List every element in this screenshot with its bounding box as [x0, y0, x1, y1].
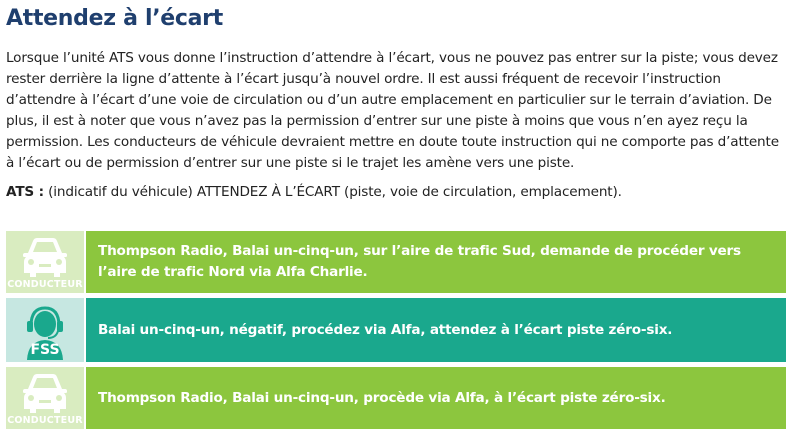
driver-icon-box	[6, 367, 84, 429]
dialogue-text: Thompson Radio, Balai un-cinq-un, procède via Alfa, à l’écart piste zéro-six.	[86, 367, 786, 429]
ats-label: ATS :	[6, 184, 44, 200]
dialogue-row-driver-2	[6, 367, 786, 429]
dialogue-text: Thompson Radio, Balai un-cinq-un, sur l’aire de trafic Sud, demande de procéder vers l’aire de trafic Nord via Alfa Charlie.	[86, 231, 786, 293]
driver-icon-box	[6, 231, 84, 293]
dialogue-row-driver-1	[6, 231, 786, 293]
ats-phraseology	[6, 182, 786, 203]
fss-icon-box	[6, 298, 84, 362]
intro-paragraph: Lorsque l’unité ATS vous donne l’instruction d’attendre à l’écart, vous ne pouvez pas entrer sur la piste; vous devez rester derrière la ligne d’attente à l’écart jusqu’à nouvel ordre. Il est aussi fréquent de recevoir l’instruction d’attendre à l’écart d’une voie de circulation ou d’un autre emplacement en particulier sur le terrain d’aviation. De plus, il est à noter que vous n’avez pas la permission d’entrer sur une piste à moins que vous n’en ayez reçu la permission. Les conducteurs de véhicule devraient mettre en doute toute instruction qui ne comporte pas d’attente à l’écart ou de permission d’entrer sur une piste si le trajet les amène vers une piste.	[6, 50, 779, 171]
dialogue-row-fss	[6, 298, 786, 362]
speaker-label: CONDUCTEUR	[7, 415, 83, 426]
page-title: Attendez à l’écart	[6, 6, 223, 31]
dialogue-text: Balai un-cinq-un, négatif, procédez via Alfa, attendez à l’écart piste zéro-six.	[86, 298, 786, 362]
ats-text: (indicatif du véhicule) ATTENDEZ À L’ÉCART (piste, voie de circulation, emplacement).	[43, 184, 622, 200]
speaker-label: FSS	[30, 342, 60, 358]
speaker-label: CONDUCTEUR	[7, 279, 83, 290]
